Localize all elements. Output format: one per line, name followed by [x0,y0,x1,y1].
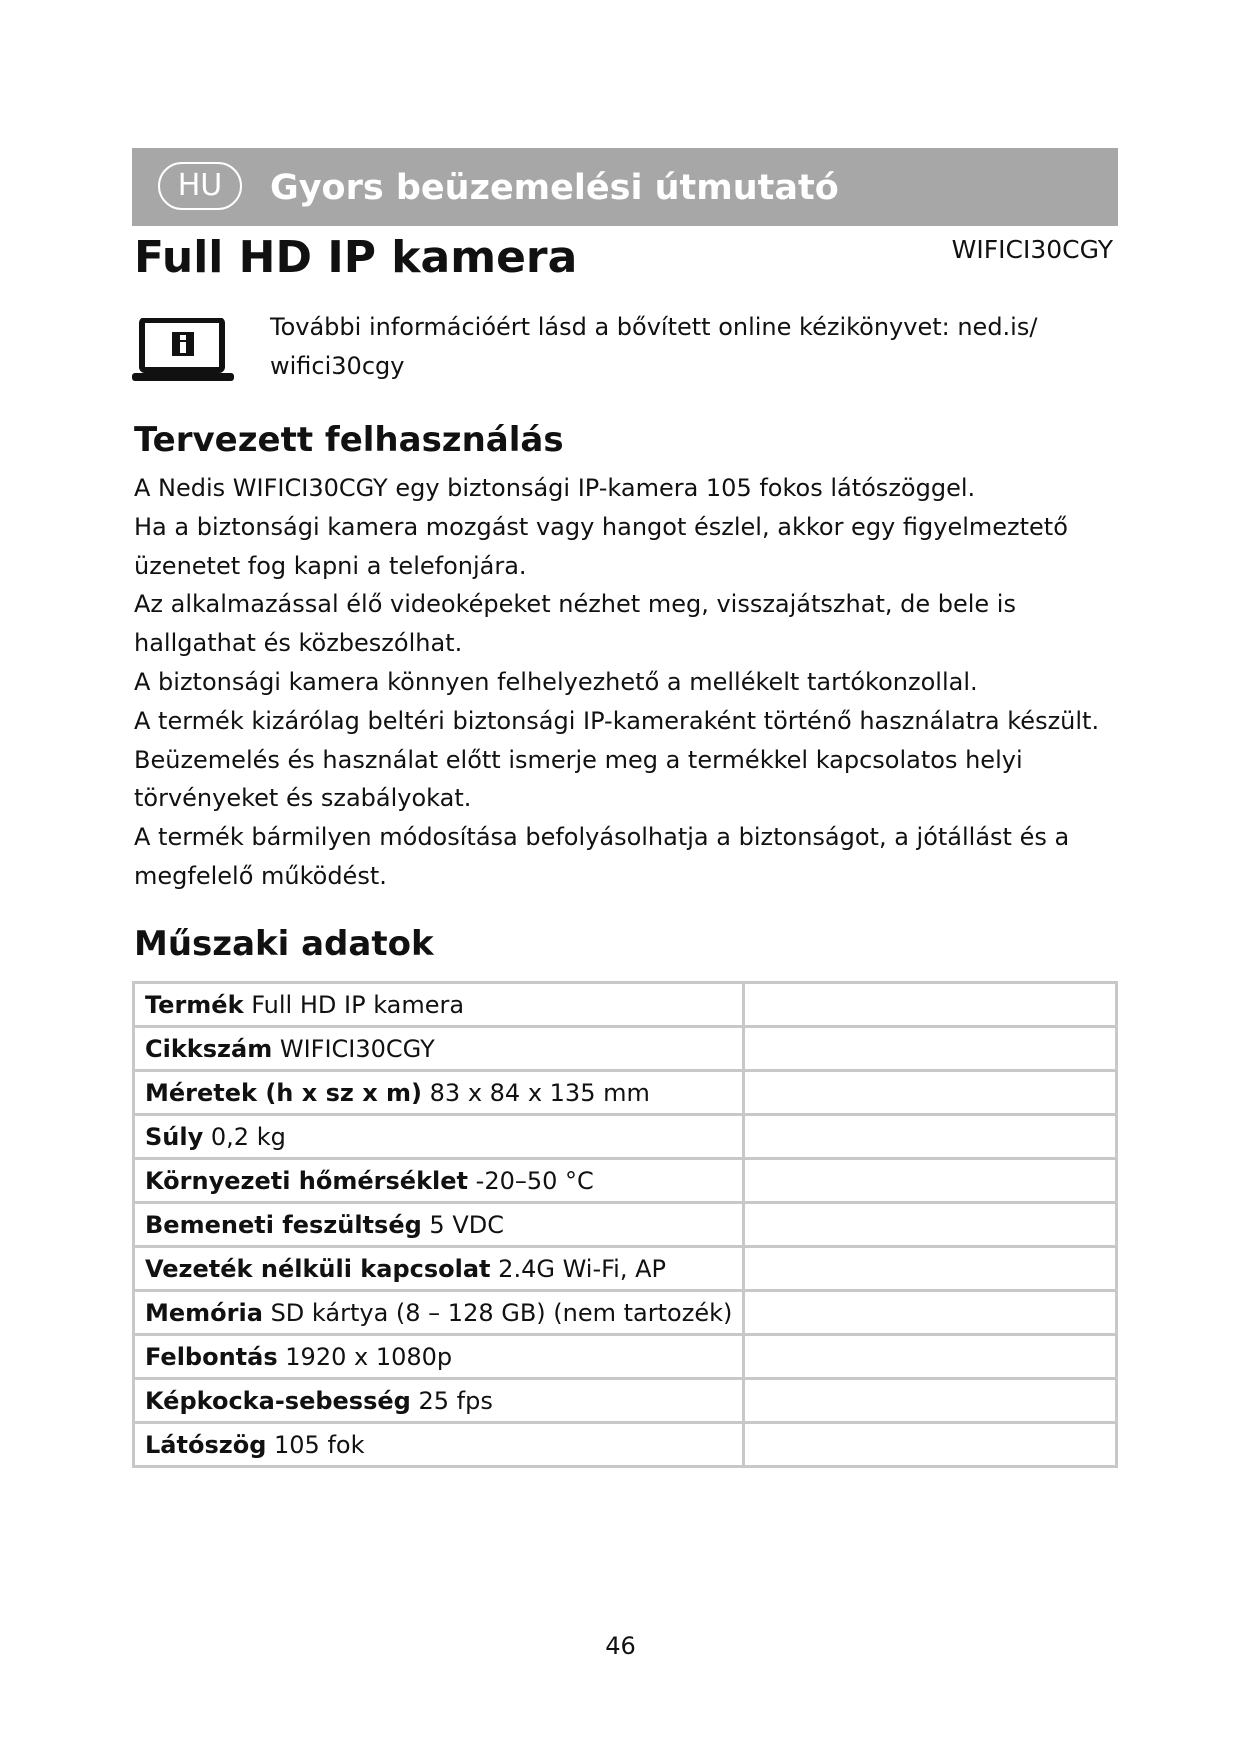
online-manual-note-line1: További információért lásd a bővített online kézikönyvet: ned.is/ [270,313,1038,341]
spec-value: -20–50 °C [475,1166,594,1195]
paragraph: A Nedis WIFICI30CGY egy biztonsági IP-kamera 105 fokos látószöggel. [134,474,976,502]
spec-value: WIFICI30CGY [279,1034,435,1063]
table-row [134,983,1117,1027]
intended-use-heading: Tervezett felhasználás [134,420,564,460]
spec-label: Környezeti hőmérséklet [145,1166,469,1195]
spec-empty-cell [744,1071,1117,1115]
table-row [134,1423,1117,1467]
spec-cell [134,1423,744,1467]
table-row [134,1027,1117,1071]
paragraph: A termék bármilyen módosítása befolyásolhatja a biztonságot, a jótállást és a megfelelő működést. [134,823,1070,890]
spec-cell [134,1335,744,1379]
spec-empty-cell [744,1291,1117,1335]
paragraph: Ha a biztonsági kamera mozgást vagy hangot észlel, akkor egy figyelmeztető üzenetet fog kapni a telefonjára. [134,512,1068,580]
spec-empty-cell [744,1423,1117,1467]
spec-value: 5 VDC [429,1210,504,1239]
spec-value: Full HD IP kamera [251,990,465,1019]
table-row [134,1203,1117,1247]
paragraph: Beüzemelés és használat előtt ismerje meg a termékkel kapcsolatos helyi törvényeket és szabályokat. [134,745,1023,813]
spec-value: 1920 x 1080p [285,1342,453,1371]
spec-cell [134,1203,744,1247]
page-number: 46 [605,1632,636,1660]
header-banner [132,148,1118,226]
paragraph: A termék kizárólag beltéri biztonsági IP-kameraként történő használatra készült. [134,706,1100,735]
specs-table [132,981,1118,1468]
laptop-info-icon [132,318,234,384]
table-row [134,1379,1117,1423]
table-row [134,1159,1117,1203]
product-title: Full HD IP kamera [134,232,578,283]
spec-empty-cell [744,1203,1117,1247]
language-badge: HU [158,162,242,210]
spec-empty-cell [744,1247,1117,1291]
spec-value: 2.4G Wi-Fi, AP [498,1254,666,1283]
table-row [134,1115,1117,1159]
spec-label: Termék [145,990,244,1019]
spec-cell [134,1291,744,1335]
spec-label: Bemeneti feszültség [145,1210,422,1239]
spec-value: 83 x 84 x 135 mm [429,1078,650,1107]
spec-cell [134,1027,744,1071]
specs-heading: Műszaki adatok [134,924,434,964]
spec-value: 0,2 kg [210,1122,286,1151]
online-manual-note-line2: wifici30cgy [270,352,405,380]
banner-title: Gyors beüzemelési útmutató [270,168,839,208]
table-row [134,1071,1117,1115]
spec-empty-cell [744,1379,1117,1423]
spec-cell [134,1247,744,1291]
spec-label: Képkocka-sebesség [145,1386,411,1415]
spec-value: 105 fok [274,1430,365,1459]
spec-label: Memória [145,1298,263,1327]
spec-label: Felbontás [145,1342,278,1371]
paragraph: A biztonsági kamera könnyen felhelyezhető a mellékelt tartókonzollal. [134,667,978,696]
intended-use-text [134,469,1114,896]
table-row [134,1335,1117,1379]
spec-value: 25 fps [418,1386,493,1415]
spec-label: Vezeték nélküli kapcsolat [145,1254,491,1283]
spec-cell [134,1159,744,1203]
online-manual-note [270,308,1090,386]
spec-label: Látószög [145,1430,267,1459]
spec-label: Cikkszám [145,1034,273,1063]
table-row [134,1291,1117,1335]
paragraph: Az alkalmazással élő videoképeket nézhet meg, visszajátszhat, de bele is hallgathat és közbeszólhat. [134,590,1016,658]
spec-cell [134,1115,744,1159]
table-row [134,1247,1117,1291]
spec-empty-cell [744,1027,1117,1071]
spec-empty-cell [744,1335,1117,1379]
model-code: WIFICI30CGY [951,235,1113,264]
spec-cell [134,983,744,1027]
spec-cell [134,1071,744,1115]
spec-empty-cell [744,1115,1117,1159]
spec-value: SD kártya (8 – 128 GB) (nem tartozék) [270,1298,733,1327]
spec-label: Súly [145,1122,204,1151]
spec-empty-cell [744,1159,1117,1203]
spec-empty-cell [744,983,1117,1027]
spec-cell [134,1379,744,1423]
spec-label: Méretek (h x sz x m) [145,1078,423,1107]
